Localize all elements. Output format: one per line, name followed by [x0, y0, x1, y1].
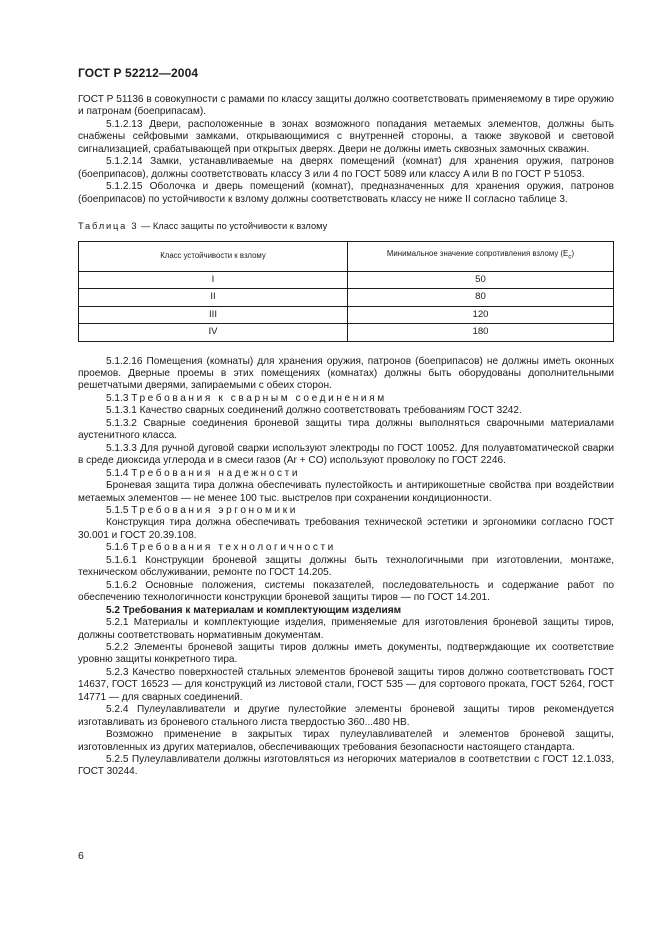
paragraph: 5.2.5 Пулеулавливатели должны изготовляться из негорючих материалов в соответствии с ГОСТ 12.1.033, ГОСТ 30244. — [78, 754, 614, 778]
section-title: Требования технологичности — [131, 542, 336, 554]
paragraph: ГОСТ Р 51136 в совокупности с рамами по классу защиты должно соответствовать применяемому в тире оружию и патронам (боеприпасам). — [78, 94, 614, 118]
table-row — [79, 306, 614, 324]
section-heading-bold: 5.2 Требования к материалам и комплектующим изделиям — [106, 604, 402, 616]
table-cell-value: 180 — [348, 324, 614, 342]
section-heading — [78, 542, 614, 554]
document-header: ГОСТ Р 52212—2004 — [78, 66, 199, 80]
table-caption — [78, 220, 614, 232]
paragraph: 5.1.2.16 Помещения (комнаты) для хранения оружия, патронов (боеприпасов) не должны иметь оконных проемов. Дверные проемы в этих помещениях (комнатах) должны быть оборудованы дополнительными решетчатыми дверями, запираемыми с обеих сторон. — [78, 355, 614, 392]
paragraph: 5.1.3.3 Для ручной дуговой сварки используют электроды по ГОСТ 10052. Для полуавтоматической сварки в среде диоксида углерода и в смеси газов (Ar + CO) используют проволоку по ГОСТ 2246. — [78, 442, 614, 467]
section-heading — [78, 468, 614, 480]
section-number: 5.1.5 — [106, 504, 129, 516]
paragraph: 5.2.3 Качество поверхностей стальных элементов броневой защиты тиров должно соответствовать ГОСТ 14637, ГОСТ 16523 — для конструкций из листовой стали, ГОСТ 535 — для сортового проката, ГОСТ 5264, ГОСТ 14771 — для сварных соединений. — [78, 666, 614, 703]
section-number: 5.1.3 — [106, 392, 129, 404]
table-row — [79, 271, 614, 289]
paragraph: 5.1.3.2 Сварные соединения броневой защиты тира должны выполняться сварочными материалами аустенитного класса. — [78, 417, 614, 442]
table-cell-value: 50 — [348, 271, 614, 289]
section-heading — [78, 505, 614, 517]
paragraph: 5.1.2.15 Оболочка и дверь помещений (комнат), предназначенных для хранения оружия, патронов (боеприпасов) по устойчивости к взлому должны соответствовать классу не ниже II согласно таблице 3. — [78, 181, 614, 205]
paragraph: 5.1.6.2 Основные положения, системы показателей, последовательность и содержание работ по обеспечению технологичности конструкции броневой защиты тиров — по ГОСТ 14.201. — [78, 579, 614, 604]
table-row — [79, 324, 614, 342]
paragraphs-after-table — [78, 356, 614, 779]
page-number: 6 — [78, 850, 84, 862]
table-cell-class: I — [79, 271, 348, 289]
table-header-min-value-text: Минимальное значение сопротивления взлому (E — [386, 249, 569, 259]
table-header-row — [79, 241, 614, 271]
paragraph: 5.1.6.1 Конструкции броневой защиты должны быть технологичными при изготовлении, монтаже, техническом обслуживании, ремонте по ГОСТ 14.205. — [78, 554, 614, 579]
table-header-class: Класс устойчивости к взлому — [79, 241, 348, 271]
table-cell-value: 120 — [348, 306, 614, 324]
paragraph: Возможно применение в закрытых тирах пулеулавливателей и элементов броневой защиты, изготовленных из других материалов, обеспечивающих требования безопасности настоящего стандарта. — [78, 729, 614, 753]
paragraph: 5.1.3.1 Качество сварных соединений должно соответствовать требованиям ГОСТ 3242. — [106, 405, 522, 417]
table-header-suffix: ) — [571, 249, 575, 259]
table-cell-class: II — [79, 289, 348, 307]
section-number: 5.1.4 — [106, 467, 129, 479]
paragraph: Конструкция тира должна обеспечивать требования технической эстетики и эргономики согласно ГОСТ 30.001 и ГОСТ 20.39.108. — [78, 517, 614, 541]
paragraph: 5.2.2 Элементы броневой защиты тиров должны иметь документы, подтверждающие их соответствие уровню защиты конкретного тира. — [78, 641, 614, 666]
table-caption-text: — Класс защиты по устойчивости к взлому — [138, 221, 328, 232]
section-title: Требования эргономики — [131, 504, 298, 516]
paragraphs-before-table — [78, 94, 614, 206]
section-heading — [78, 393, 614, 405]
table-row — [79, 289, 614, 307]
document-body — [78, 94, 614, 779]
table-header-subscript: c — [568, 253, 572, 261]
paragraph: Броневая защита тира должна обеспечивать пулестойкость и антирикошетные свойства при воздействии метаемых элементов — не менее 100 тыс. выстрелов при сохранении кондиционности. — [78, 480, 614, 504]
section-title: Требования надежности — [131, 467, 301, 479]
resistance-class-table — [78, 241, 614, 342]
table-cell-class: IV — [79, 324, 348, 342]
table-header-min-value — [348, 241, 614, 271]
table-cell-value: 80 — [348, 289, 614, 307]
table-caption-label: Таблица 3 — [78, 221, 139, 232]
table-cell-class: III — [79, 306, 348, 324]
paragraph: 5.1.2.14 Замки, устанавливаемые на дверях помещений (комнат) для хранения оружия, патронов (боеприпасов), должны соответствовать классу 3 или 4 по ГОСТ 5089 или классу A или B по ГОСТ Р 51053. — [78, 156, 614, 180]
paragraph: 5.2.4 Пулеулавливатели и другие пулестойкие элементы броневой защиты тиров рекомендуется изготавливать из броневого стального листа твердостью 360...480 HB. — [78, 704, 614, 728]
section-title: Требования к сварным соединениям — [131, 392, 387, 404]
paragraph: 5.1.2.13 Двери, расположенные в зонах возможного попадания метаемых элементов, должны быть снабжены сейфовыми замками, открывающимися с внутренней стороны, а также звуковой и световой сигнализацией, срабатывающей при открытых дверях. Двери не должны иметь сквозных замочных скважин. — [78, 118, 614, 155]
section-number: 5.1.6 — [106, 542, 129, 554]
paragraph: 5.2.1 Материалы и комплектующие изделия, применяемые для изготовления броневой защиты тиров, должны соответствовать нормативным документам. — [78, 617, 614, 641]
